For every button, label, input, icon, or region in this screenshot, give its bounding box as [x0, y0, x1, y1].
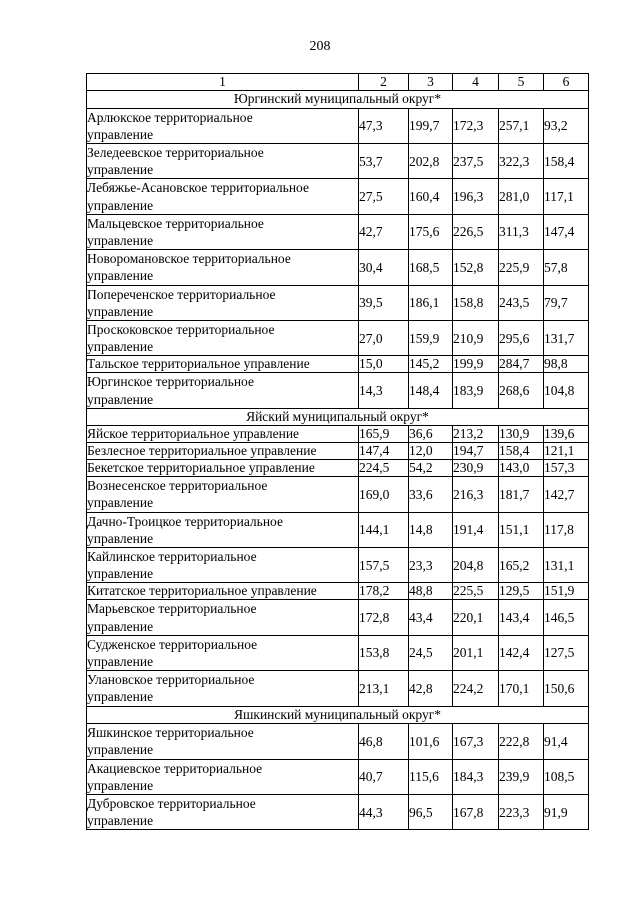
row-value-col-2: 14,3	[359, 373, 409, 408]
row-value-col-5: 243,5	[499, 285, 544, 320]
row-value-col-5: 295,6	[499, 320, 544, 355]
row-name: Акациевское территориальное управление	[87, 759, 359, 794]
row-value-col-4: 201,1	[453, 635, 499, 670]
row-value-col-2: 144,1	[359, 512, 409, 547]
table-row	[87, 373, 589, 408]
row-value-col-4: 210,9	[453, 320, 499, 355]
row-value-col-6: 121,1	[544, 443, 589, 460]
section-title: Юргинский муниципальный округ*	[87, 91, 589, 109]
row-value-col-6: 91,4	[544, 724, 589, 759]
table-row	[87, 179, 589, 214]
table-row	[87, 635, 589, 670]
row-value-col-6: 98,8	[544, 356, 589, 373]
row-value-col-3: 115,6	[409, 759, 453, 794]
row-value-col-6: 131,7	[544, 320, 589, 355]
row-name: Безлесное территориальное управление	[87, 443, 359, 460]
column-header-5: 5	[499, 74, 544, 91]
table-row	[87, 512, 589, 547]
row-value-col-2: 213,1	[359, 671, 409, 706]
row-name: Китатское территориальное управление	[87, 583, 359, 600]
row-value-col-5: 284,7	[499, 356, 544, 373]
table-row	[87, 143, 589, 178]
row-value-col-2: 40,7	[359, 759, 409, 794]
row-value-col-3: 101,6	[409, 724, 453, 759]
row-name: Дубровское территориальное управление	[87, 795, 359, 830]
row-value-col-5: 165,2	[499, 548, 544, 583]
row-value-col-4: 184,3	[453, 759, 499, 794]
row-value-col-5: 151,1	[499, 512, 544, 547]
row-value-col-5: 222,8	[499, 724, 544, 759]
table-row	[87, 250, 589, 285]
row-value-col-6: 147,4	[544, 214, 589, 249]
row-value-col-2: 44,3	[359, 795, 409, 830]
row-value-col-2: 178,2	[359, 583, 409, 600]
row-value-col-6: 79,7	[544, 285, 589, 320]
row-value-col-2: 224,5	[359, 460, 409, 477]
row-value-col-2: 165,9	[359, 426, 409, 443]
row-value-col-5: 170,1	[499, 671, 544, 706]
row-value-col-5: 142,4	[499, 635, 544, 670]
row-name: Кайлинское территориальное управление	[87, 548, 359, 583]
table-row	[87, 759, 589, 794]
row-value-col-4: 167,3	[453, 724, 499, 759]
row-value-col-6: 104,8	[544, 373, 589, 408]
table-row	[87, 426, 589, 443]
header-row	[87, 74, 589, 91]
row-value-col-6: 108,5	[544, 759, 589, 794]
row-value-col-3: 175,6	[409, 214, 453, 249]
row-name: Судженское территориальное управление	[87, 635, 359, 670]
table-row	[87, 724, 589, 759]
table-row	[87, 548, 589, 583]
row-value-col-6: 157,3	[544, 460, 589, 477]
row-name: Зеледеевское территориальное управление	[87, 143, 359, 178]
row-value-col-4: 226,5	[453, 214, 499, 249]
table-row	[87, 285, 589, 320]
row-value-col-6: 117,8	[544, 512, 589, 547]
row-name: Яйское территориальное управление	[87, 426, 359, 443]
table-row	[87, 108, 589, 143]
row-name: Яшкинское территориальное управление	[87, 724, 359, 759]
row-value-col-2: 27,5	[359, 179, 409, 214]
row-value-col-3: 23,3	[409, 548, 453, 583]
row-value-col-4: 216,3	[453, 477, 499, 512]
row-name: Новоромановское территориальное управление	[87, 250, 359, 285]
section-header-row	[87, 408, 589, 426]
row-value-col-3: 145,2	[409, 356, 453, 373]
row-name: Марьевское территориальное управление	[87, 600, 359, 635]
row-value-col-4: 224,2	[453, 671, 499, 706]
row-value-col-5: 268,6	[499, 373, 544, 408]
row-value-col-4: 230,9	[453, 460, 499, 477]
row-value-col-5: 143,4	[499, 600, 544, 635]
row-value-col-3: 159,9	[409, 320, 453, 355]
row-value-col-4: 204,8	[453, 548, 499, 583]
table-row	[87, 356, 589, 373]
row-value-col-3: 54,2	[409, 460, 453, 477]
row-value-col-3: 14,8	[409, 512, 453, 547]
table-row	[87, 477, 589, 512]
row-value-col-4: 194,7	[453, 443, 499, 460]
column-header-3: 3	[409, 74, 453, 91]
section-title: Яйский муниципальный округ*	[87, 408, 589, 426]
row-value-col-5: 129,5	[499, 583, 544, 600]
row-value-col-6: 158,4	[544, 143, 589, 178]
section-title: Яшкинский муниципальный округ*	[87, 706, 589, 724]
table-row	[87, 671, 589, 706]
row-value-col-2: 172,8	[359, 600, 409, 635]
table-row	[87, 600, 589, 635]
column-header-1: 1	[87, 74, 359, 91]
row-value-col-4: 183,9	[453, 373, 499, 408]
row-value-col-3: 168,5	[409, 250, 453, 285]
row-value-col-3: 24,5	[409, 635, 453, 670]
row-value-col-3: 33,6	[409, 477, 453, 512]
row-value-col-5: 225,9	[499, 250, 544, 285]
row-value-col-4: 172,3	[453, 108, 499, 143]
table-row	[87, 443, 589, 460]
row-value-col-6: 57,8	[544, 250, 589, 285]
row-value-col-4: 191,4	[453, 512, 499, 547]
row-value-col-4: 220,1	[453, 600, 499, 635]
row-name: Попереченское территориальное управление	[87, 285, 359, 320]
row-value-col-3: 202,8	[409, 143, 453, 178]
row-value-col-5: 257,1	[499, 108, 544, 143]
row-name: Тальское территориальное управление	[87, 356, 359, 373]
row-value-col-4: 158,8	[453, 285, 499, 320]
row-name: Проскоковское территориальное управление	[87, 320, 359, 355]
row-value-col-5: 322,3	[499, 143, 544, 178]
row-value-col-2: 157,5	[359, 548, 409, 583]
row-value-col-5: 130,9	[499, 426, 544, 443]
table-body	[87, 91, 589, 830]
row-value-col-4: 167,8	[453, 795, 499, 830]
row-value-col-3: 42,8	[409, 671, 453, 706]
row-value-col-6: 151,9	[544, 583, 589, 600]
row-name: Юргинское территориальное управление	[87, 373, 359, 408]
row-value-col-6: 131,1	[544, 548, 589, 583]
section-header-row	[87, 706, 589, 724]
row-value-col-2: 27,0	[359, 320, 409, 355]
row-name: Бекетское территориальное управление	[87, 460, 359, 477]
row-value-col-2: 30,4	[359, 250, 409, 285]
column-header-6: 6	[544, 74, 589, 91]
row-value-col-6: 127,5	[544, 635, 589, 670]
table-row	[87, 583, 589, 600]
row-value-col-3: 43,4	[409, 600, 453, 635]
row-name: Вознесенское территориальное управление	[87, 477, 359, 512]
row-value-col-6: 146,5	[544, 600, 589, 635]
row-value-col-4: 152,8	[453, 250, 499, 285]
table-row	[87, 214, 589, 249]
row-value-col-6: 93,2	[544, 108, 589, 143]
row-value-col-6: 117,1	[544, 179, 589, 214]
row-value-col-2: 153,8	[359, 635, 409, 670]
column-header-4: 4	[453, 74, 499, 91]
row-value-col-5: 311,3	[499, 214, 544, 249]
row-value-col-2: 53,7	[359, 143, 409, 178]
table-row	[87, 460, 589, 477]
row-value-col-3: 199,7	[409, 108, 453, 143]
section-header-row	[87, 91, 589, 109]
row-value-col-6: 91,9	[544, 795, 589, 830]
row-value-col-5: 143,0	[499, 460, 544, 477]
row-value-col-4: 199,9	[453, 356, 499, 373]
row-value-col-5: 223,3	[499, 795, 544, 830]
row-value-col-2: 46,8	[359, 724, 409, 759]
row-value-col-3: 186,1	[409, 285, 453, 320]
row-value-col-3: 160,4	[409, 179, 453, 214]
row-value-col-2: 169,0	[359, 477, 409, 512]
row-value-col-4: 213,2	[453, 426, 499, 443]
table-header	[87, 74, 589, 91]
page-number: 208	[309, 39, 331, 54]
row-value-col-3: 48,8	[409, 583, 453, 600]
row-value-col-5: 281,0	[499, 179, 544, 214]
row-value-col-2: 39,5	[359, 285, 409, 320]
row-value-col-4: 237,5	[453, 143, 499, 178]
row-value-col-3: 96,5	[409, 795, 453, 830]
row-value-col-3: 36,6	[409, 426, 453, 443]
row-value-col-6: 142,7	[544, 477, 589, 512]
row-name: Мальцевское территориальное управление	[87, 214, 359, 249]
row-value-col-6: 139,6	[544, 426, 589, 443]
row-value-col-3: 148,4	[409, 373, 453, 408]
row-name: Улановское территориальное управление	[87, 671, 359, 706]
row-value-col-2: 15,0	[359, 356, 409, 373]
row-value-col-5: 239,9	[499, 759, 544, 794]
row-value-col-2: 47,3	[359, 108, 409, 143]
row-value-col-2: 42,7	[359, 214, 409, 249]
row-value-col-3: 12,0	[409, 443, 453, 460]
row-value-col-5: 158,4	[499, 443, 544, 460]
row-value-col-4: 196,3	[453, 179, 499, 214]
table-row	[87, 320, 589, 355]
column-header-2: 2	[359, 74, 409, 91]
row-value-col-5: 181,7	[499, 477, 544, 512]
row-value-col-2: 147,4	[359, 443, 409, 460]
row-value-col-6: 150,6	[544, 671, 589, 706]
row-name: Дачно-Троицкое территориальное управление	[87, 512, 359, 547]
statistics-table	[86, 73, 589, 830]
row-name: Лебяжье-Асановское территориальное управление	[87, 179, 359, 214]
table-row	[87, 795, 589, 830]
row-name: Арлюкское территориальное управление	[87, 108, 359, 143]
row-value-col-4: 225,5	[453, 583, 499, 600]
